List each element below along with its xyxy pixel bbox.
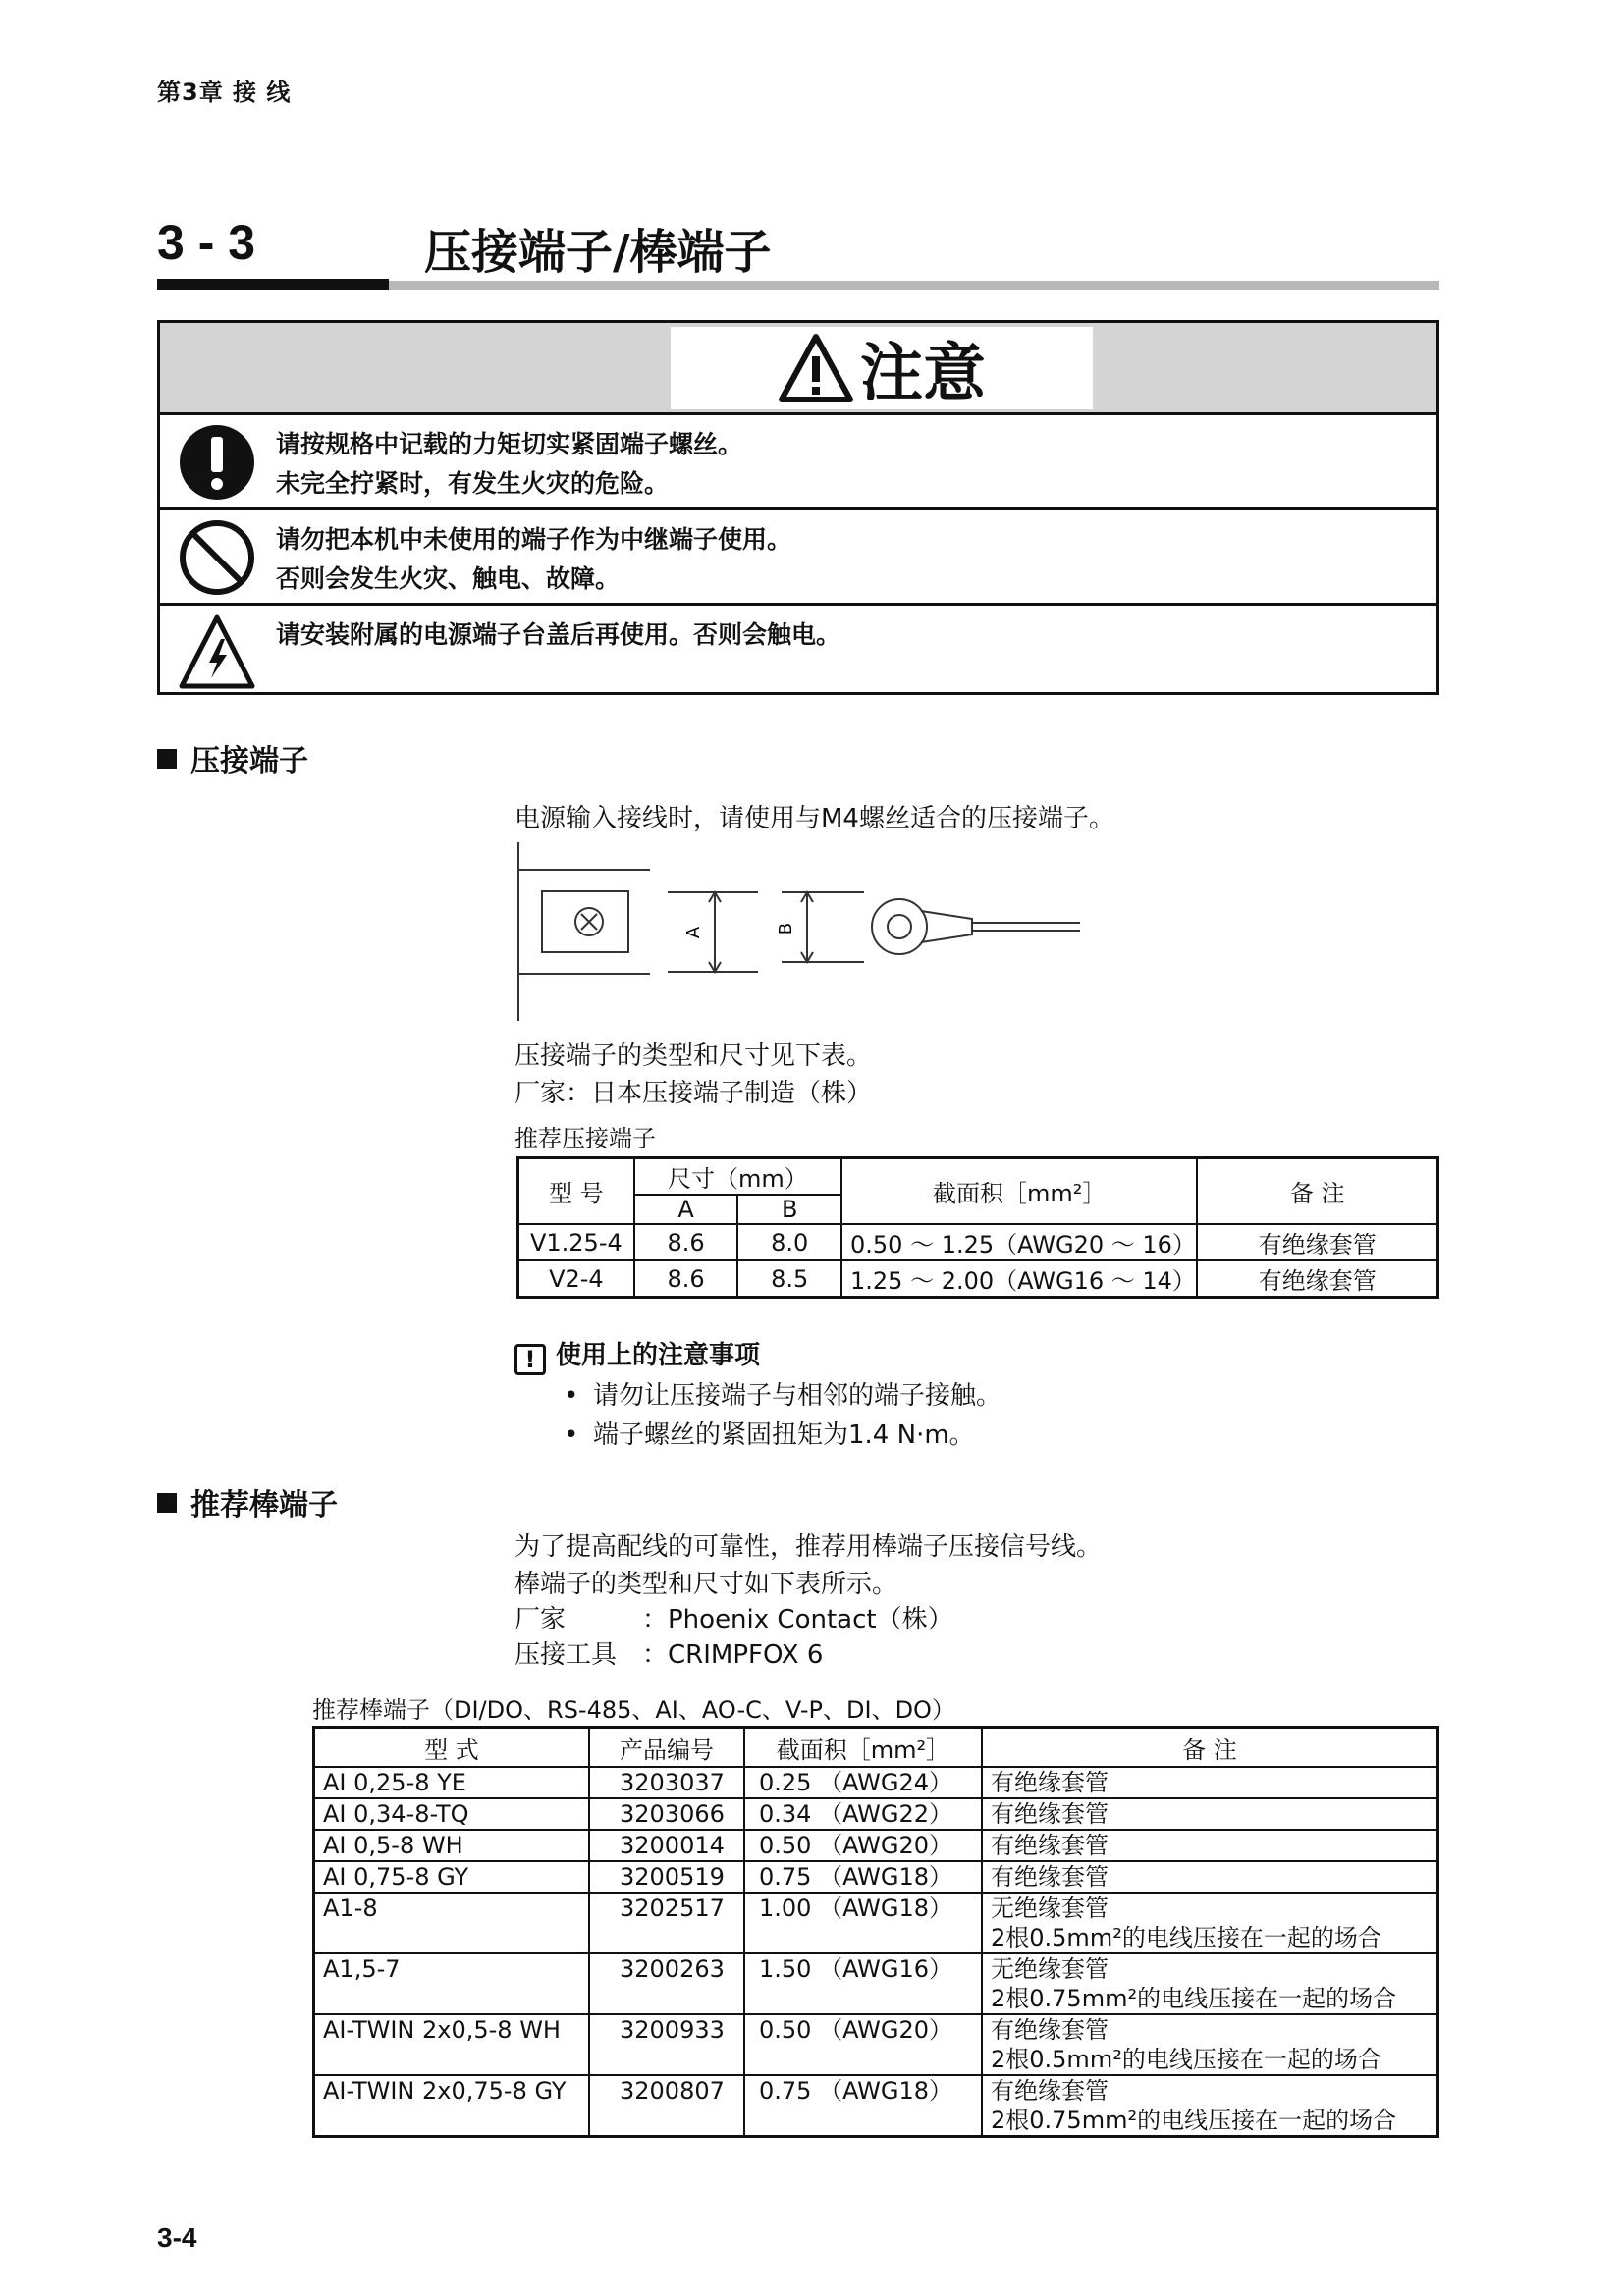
square-bullet-icon bbox=[157, 749, 177, 769]
usage-notes-list bbox=[564, 1376, 1001, 1455]
table-cell: A1,5-7 bbox=[314, 1953, 590, 2014]
caution-text: 请勿把本机中未使用的端子作为中继端子使用。 bbox=[276, 525, 792, 554]
table-cell: AI 0,34-8-TQ bbox=[314, 1798, 590, 1830]
table-cell: 3200014 bbox=[589, 1830, 744, 1861]
caution-item bbox=[160, 606, 1436, 692]
ferrule-tool: 压接工具 ：CRIMPFOX 6 bbox=[514, 1640, 824, 1670]
ferrule-table bbox=[312, 1726, 1439, 2138]
title-rule-dark bbox=[157, 279, 389, 290]
square-bullet-icon bbox=[157, 1493, 177, 1513]
ferrule-heading: 推荐棒端子 bbox=[157, 1480, 338, 1523]
ferrule-line: 棒端子的类型和尺寸如下表所示。 bbox=[514, 1570, 898, 1599]
crimp-terminal-table bbox=[516, 1156, 1439, 1299]
caution-text: 请安装附属的电源端子台盖后再使用。否则会触电。 bbox=[276, 620, 841, 649]
table-cell: 有绝缘套管 bbox=[1197, 1224, 1437, 1260]
table-cell: 无绝缘套管 2根0.75mm²的电线压接在一起的场合 bbox=[982, 1953, 1438, 2014]
table-cell: 3200519 bbox=[589, 1861, 744, 1893]
chapter-header: 第3章 接 线 bbox=[157, 79, 292, 106]
table-header: 截面积［mm²］ bbox=[841, 1158, 1197, 1225]
table-cell: 1.00 （AWG18） bbox=[744, 1893, 982, 1953]
dimension-b-label: B bbox=[776, 922, 796, 935]
table-cell: 1.25 ～ 2.00（AWG16 ～ 14） bbox=[841, 1260, 1197, 1298]
dimension-a-label: A bbox=[683, 926, 704, 939]
table-header: 型 号 bbox=[518, 1158, 634, 1225]
table-cell: 0.34 （AWG22） bbox=[744, 1798, 982, 1830]
caution-title-panel bbox=[671, 327, 1093, 409]
section-title: 压接端子/棒端子 bbox=[424, 225, 772, 280]
table-cell: 有绝缘套管 bbox=[982, 1861, 1438, 1893]
ferrule-table-caption: 推荐棒端子（DI/DO、RS-485、AI、AO-C、V-P、DI、DO） bbox=[312, 1696, 955, 1724]
crimp-terminal-diagram bbox=[507, 840, 1096, 1023]
table-cell: 0.25 （AWG24） bbox=[744, 1767, 982, 1798]
table-cell: 3203066 bbox=[589, 1798, 744, 1830]
table-row bbox=[314, 1893, 1438, 1953]
table-cell: 0.50 ～ 1.25（AWG20 ～ 16） bbox=[841, 1224, 1197, 1260]
table-cell: 无绝缘套管 2根0.5mm²的电线压接在一起的场合 bbox=[982, 1893, 1438, 1953]
exclamation-icon: ! bbox=[514, 1344, 546, 1375]
table-cell: 8.6 bbox=[634, 1224, 738, 1260]
caution-text: 请按规格中记载的力矩切实紧固端子螺丝。 bbox=[276, 430, 743, 458]
table-cell: V2-4 bbox=[518, 1260, 634, 1298]
mandatory-action-icon bbox=[178, 423, 256, 502]
caution-header bbox=[160, 323, 1436, 415]
table-row bbox=[518, 1260, 1438, 1298]
table-cell: 3203037 bbox=[589, 1767, 744, 1798]
table-cell: 0.75 （AWG18） bbox=[744, 2075, 982, 2137]
table-cell: AI-TWIN 2x0,75-8 GY bbox=[314, 2075, 590, 2137]
table-cell: 有绝缘套管 bbox=[982, 1767, 1438, 1798]
table-cell: 3200807 bbox=[589, 2075, 744, 2137]
caution-item bbox=[160, 415, 1436, 510]
table-cell: 0.50 （AWG20） bbox=[744, 1830, 982, 1861]
table-row bbox=[518, 1224, 1438, 1260]
table-cell: 8.0 bbox=[737, 1224, 841, 1260]
table-cell: AI 0,25-8 YE bbox=[314, 1767, 590, 1798]
table-header: 产品编号 bbox=[589, 1728, 744, 1768]
table-cell: 3200263 bbox=[589, 1953, 744, 2014]
prohibition-icon bbox=[178, 518, 256, 597]
crimp-desc: 压接端子的类型和尺寸见下表。 bbox=[514, 1041, 873, 1071]
table-cell: AI 0,75-8 GY bbox=[314, 1861, 590, 1893]
list-item: • 端子螺丝的紧固扭矩为1.4 N·m。 bbox=[564, 1415, 1001, 1455]
warning-triangle-icon bbox=[778, 333, 854, 403]
crimp-intro: 电源输入接线时，请使用与M4螺丝适合的压接端子。 bbox=[514, 804, 1114, 833]
table-row bbox=[314, 2014, 1438, 2075]
table-row bbox=[314, 1861, 1438, 1893]
table-row bbox=[314, 1767, 1438, 1798]
title-rule-gray bbox=[389, 281, 1439, 290]
crimp-maker: 厂家：日本压接端子制造（株） bbox=[514, 1079, 873, 1108]
ferrule-line: 为了提高配线的可靠性，推荐用棒端子压接信号线。 bbox=[514, 1532, 1103, 1562]
table-header: 备 注 bbox=[982, 1728, 1438, 1768]
caution-text: 未完全拧紧时，有发生火灾的危险。 bbox=[276, 469, 670, 498]
caution-box bbox=[157, 320, 1439, 695]
ferrule-maker: 厂家 ：Phoenix Contact（株） bbox=[514, 1605, 953, 1634]
table-header: 尺寸（mm） bbox=[634, 1158, 841, 1196]
table-row bbox=[314, 2075, 1438, 2137]
usage-notes-title: ! 使用上的注意事项 bbox=[514, 1335, 760, 1375]
caution-item bbox=[160, 510, 1436, 606]
table-header: A bbox=[634, 1195, 738, 1224]
page-number: 3-4 bbox=[157, 2222, 197, 2253]
table-cell: 1.50 （AWG16） bbox=[744, 1953, 982, 2014]
crimp-table-caption: 推荐压接端子 bbox=[514, 1125, 656, 1152]
table-cell: 有绝缘套管 2根0.5mm²的电线压接在一起的场合 bbox=[982, 2014, 1438, 2075]
table-header: B bbox=[737, 1195, 841, 1224]
table-cell: AI 0,5-8 WH bbox=[314, 1830, 590, 1861]
table-cell: 8.6 bbox=[634, 1260, 738, 1298]
table-header: 型 式 bbox=[314, 1728, 590, 1768]
table-row bbox=[314, 1830, 1438, 1861]
table-cell: 有绝缘套管 bbox=[982, 1830, 1438, 1861]
table-cell: 0.50 （AWG20） bbox=[744, 2014, 982, 2075]
table-cell: A1-8 bbox=[314, 1893, 590, 1953]
caution-text: 否则会发生火灾、触电、故障。 bbox=[276, 564, 621, 593]
table-cell: 有绝缘套管 bbox=[982, 1798, 1438, 1830]
table-cell: V1.25-4 bbox=[518, 1224, 634, 1260]
table-row bbox=[314, 1798, 1438, 1830]
caution-title: 注意 bbox=[860, 338, 986, 410]
section-number: 3 - 3 bbox=[157, 215, 256, 270]
crimp-heading: 压接端子 bbox=[157, 736, 308, 779]
electric-shock-warning-icon bbox=[178, 614, 256, 692]
table-cell: 3200933 bbox=[589, 2014, 744, 2075]
table-cell: 0.75 （AWG18） bbox=[744, 1861, 982, 1893]
table-header: 截面积［mm²］ bbox=[744, 1728, 982, 1768]
table-cell: 有绝缘套管 2根0.75mm²的电线压接在一起的场合 bbox=[982, 2075, 1438, 2137]
table-cell: 有绝缘套管 bbox=[1197, 1260, 1437, 1298]
list-item: • 请勿让压接端子与相邻的端子接触。 bbox=[564, 1376, 1001, 1415]
table-cell: AI-TWIN 2x0,5-8 WH bbox=[314, 2014, 590, 2075]
table-cell: 8.5 bbox=[737, 1260, 841, 1298]
table-cell: 3202517 bbox=[589, 1893, 744, 1953]
table-header: 备 注 bbox=[1197, 1158, 1437, 1225]
table-row bbox=[314, 1953, 1438, 2014]
